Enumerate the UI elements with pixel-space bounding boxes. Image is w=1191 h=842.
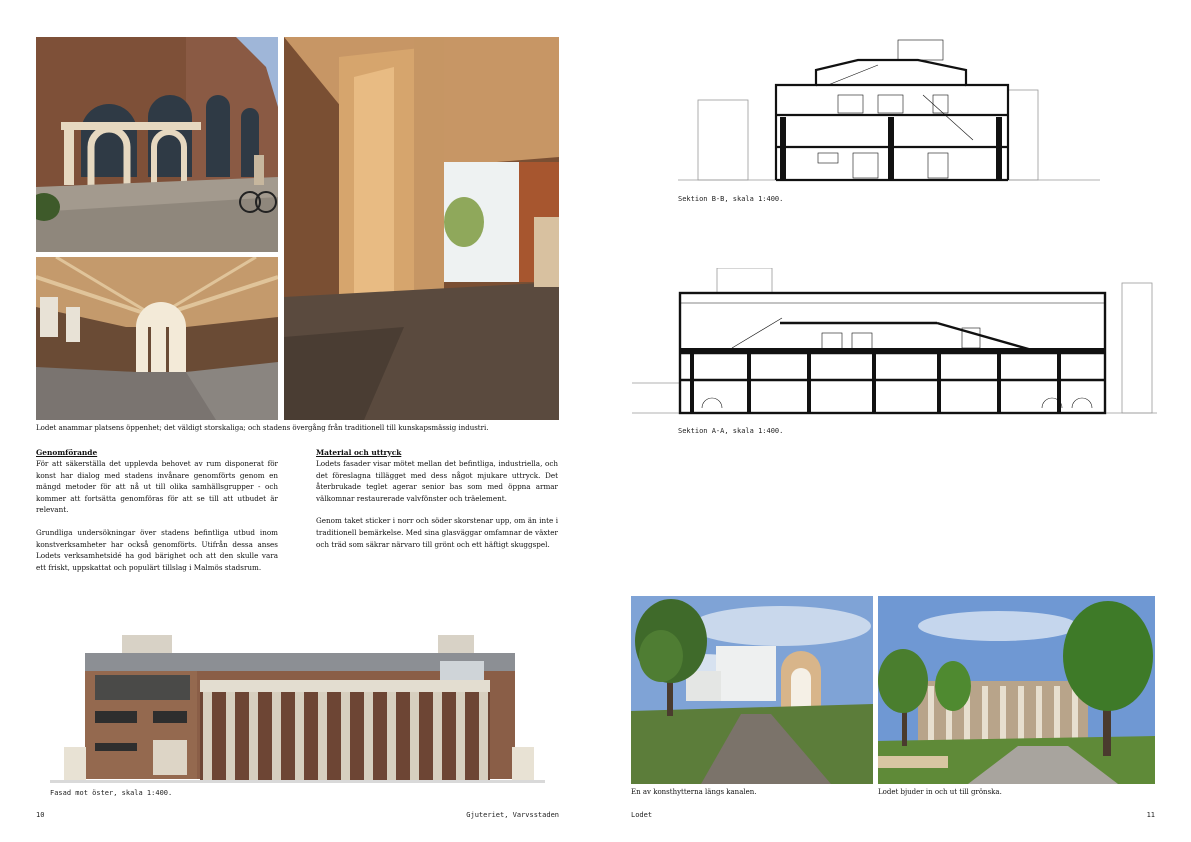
wooden-wall-interior-render [284, 37, 559, 420]
photo-caption: Lodet anammar platsens öppenhet; det väldigt storskaliga; och stadens övergång från traditionell till kunskapsmässig industri. [36, 424, 489, 432]
page-number-left: 10 [36, 811, 45, 819]
timber-hall-interior-render [36, 257, 278, 420]
heading-genomforande: Genomförande [36, 448, 98, 457]
page-number-right: 11 [1146, 811, 1155, 819]
section-aa-drawing [632, 268, 1157, 418]
exterior-brick-hall-render [36, 37, 278, 252]
green-courtyard-render [878, 596, 1155, 784]
photo-caption-canal: En av konsthytterna längs kanalen. [631, 788, 757, 796]
paragraph: Grundliga undersökningar över stadens befintliga utbud inom konstverksamheter har också genomförts. Utifrån dessa anses Lodets verksamhetsidé ha god bärighet och att den skulle vara ett friskt, uppskattat och populärt tillslag i Malmös stadsrum. [36, 527, 278, 572]
paragraph: För att säkerställa det upplevda behovet av rum disponerat för konst har dialog med stadens invånare genomförts genom en mängd metoder för att nå ut till olika samhällsgrupper - och kommer att fortsätta genomföras för att se till att utbudet är relevant. [36, 459, 278, 515]
section-aa-caption: Sektion A-A, skala 1:400. [678, 427, 784, 435]
facade-caption: Fasad mot öster, skala 1:400. [50, 789, 173, 797]
section-bb-drawing [678, 35, 1100, 185]
canal-pavilion-render [631, 596, 873, 784]
paragraph: Lodets fasader visar mötet mellan det befintliga, industriella, och det föreslagna tillägget med dess något mjukare uttryck. Det återbrukade teglet agerar senior bas som med öppna armar välkomnar restaurerade valvfönster och träelement. [316, 459, 558, 503]
running-title-left: Gjuteriet, Varvsstaden [466, 811, 559, 819]
photo-caption-courtyard: Lodet bjuder in och ut till grönska. [878, 788, 1002, 796]
section-bb-caption: Sektion B-B, skala 1:400. [678, 195, 784, 203]
heading-material: Material och uttryck [316, 448, 402, 457]
text-column-material [316, 447, 558, 561]
facade-east-elevation [50, 635, 545, 785]
text-column-genomforande [36, 447, 278, 584]
running-title-right: Lodet [631, 811, 653, 819]
paragraph: Genom taket sticker i norr och söder skorstenar upp, om än inte i traditionell bemärkelse. Med sina glasväggar omfamnar de växter och träd som säkrar närvaro till grönt och ett häftigt skuggspel. [316, 516, 558, 549]
